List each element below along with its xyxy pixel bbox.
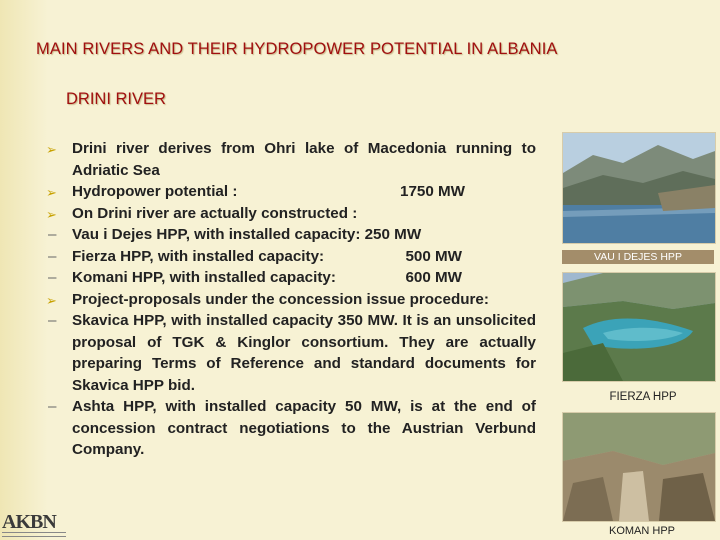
slide-subtitle: DRINI RIVER [66, 90, 166, 108]
vau-i-dejes-photo [562, 132, 716, 244]
bullet-item [44, 138, 536, 181]
dash-bullet-icon: – [48, 269, 57, 286]
bullet-text: Project-proposals under the concession issue procedure: [72, 290, 489, 308]
arrow-bullet-icon: ➢ [46, 292, 57, 308]
bullet-text: On Drini river are actually constructed : [72, 204, 358, 222]
bullet-text: Skavica HPP, with installed capacity 350 MW. It is an unsolicited proposal of TGK & Kinglor consortium. They are actually preparing Terms of Reference and standard documents for Skavica HPP bid. [72, 312, 536, 394]
bullet-label: Hydropower potential : [72, 183, 238, 200]
bullet-value: 600 MW [405, 269, 462, 286]
bullet-value: 1750 MW [400, 183, 465, 200]
akbn-logo: AKBN [2, 511, 56, 533]
bullet-item [44, 181, 536, 203]
bullet-text: Drini river derives from Ohri lake of Macedonia running to Adriatic Sea [72, 140, 536, 179]
fierza-caption: FIERZA HPP [609, 391, 677, 403]
bullet-text: Vau i Dejes HPP, with installed capacity: 250 MW [72, 226, 422, 243]
bullet-label: Komani HPP, with installed capacity: [72, 269, 336, 286]
vau-i-dejes-caption: VAU I DEJES HPP [562, 250, 714, 264]
dash-bullet-icon: – [48, 312, 57, 329]
arrow-bullet-icon: ➢ [46, 206, 57, 222]
dash-bullet-icon: – [48, 226, 57, 243]
bullet-list [44, 138, 536, 461]
dash-bullet-icon: – [48, 398, 57, 415]
bullet-item [44, 224, 536, 246]
bullet-item [44, 289, 536, 311]
bullet-item [44, 246, 536, 268]
arrow-bullet-icon: ➢ [46, 185, 57, 200]
left-decorative-band [0, 0, 48, 540]
bullet-item [44, 267, 536, 289]
bullet-text: Ashta HPP, with installed capacity 50 MW, is at the end of concession contract negotiations to the Austrian Verbund Company. [72, 398, 536, 458]
bullet-label: Fierza HPP, with installed capacity: [72, 247, 325, 265]
koman-photo [562, 412, 716, 522]
bullet-item [44, 203, 536, 225]
bullet-value: 500 MW [405, 247, 462, 265]
bullet-item [44, 310, 536, 396]
koman-caption: KOMAN HPP [608, 525, 675, 537]
arrow-bullet-icon: ➢ [46, 142, 57, 157]
fierza-photo [562, 272, 716, 382]
bullet-item [44, 396, 536, 461]
dash-bullet-icon: – [48, 247, 57, 265]
slide-title: MAIN RIVERS AND THEIR HYDROPOWER POTENTIAL IN ALBANIA [36, 40, 558, 58]
logo-underline [2, 532, 66, 537]
